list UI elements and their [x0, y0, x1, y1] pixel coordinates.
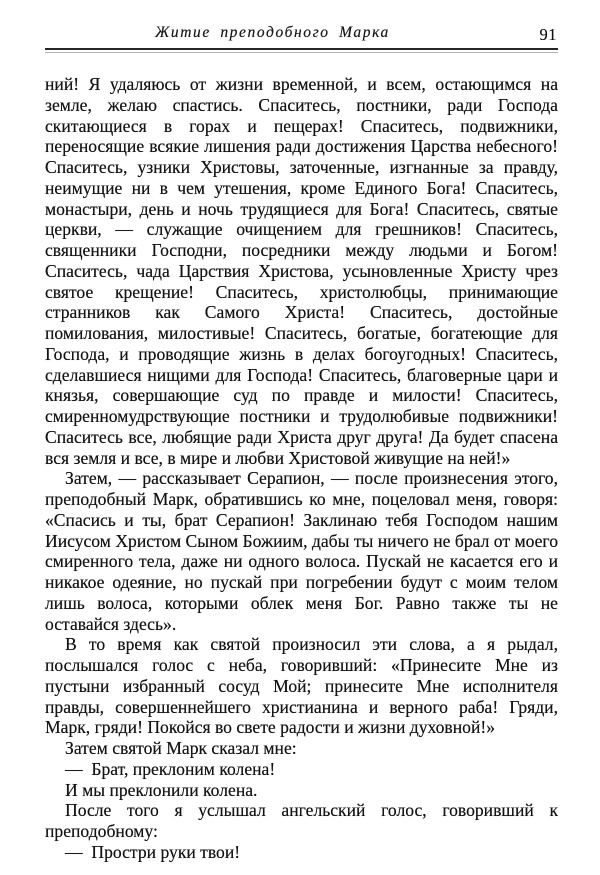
paragraph: Затем святой Марк сказал мне: [65, 738, 297, 758]
body-text [45, 74, 558, 863]
header-rule [45, 48, 558, 55]
paragraph: И мы преклонили колена. [65, 779, 258, 800]
text-block [45, 24, 558, 863]
paragraph: В то время как святой произносил эти слова, а я рыдал, послышался голос с неба, говоривший: «Принесите Мне из пустыни избранный сосуд Мой; принесите Мне исполнителя правды, совершеннейшего христианина и верного раба! Гряди, Марк, гряди! Покойся во свете радости и жизни духовной!» [45, 634, 558, 738]
running-header [45, 24, 558, 46]
page-number: 91 [539, 25, 557, 44]
paragraph: После того я услышал ангельский голос, говоривший к преподобному: [45, 800, 558, 841]
paragraph: — Простри руки твои! [65, 841, 241, 862]
paragraph: Затем, — рассказывает Серапион, — после произнесения этого, преподобный Марк, обратившись ко мне, поцеловал меня, говоря: «Спасись и ты, брат Серапион! Заклинаю тебя Господом нашим Иисусом Христом Сыном Божиим, дабы ты ничего не брал от моего смиренного тела, даже ни одного волоса. Пускай не касается его и никакое одеяние, но пускай при погребении будут с моим телом лишь волоса, которыми облек меня Бог. Равно также ты не оставайся здесь». [45, 468, 558, 634]
page-title: Житие преподобного Марка [155, 24, 390, 41]
paragraph: ний! Я удаляюсь от жизни временной, и всем, остающимся на земле, желаю спастись. Спаситесь, постники, ради Господа скитающиеся в горах и пещерах! Спаситесь, подвижники, переносящие всякие лишения ради достижения Царства небесного! Спаситесь, узники Христовы, заточенные, изгнанные за правду, неимущие ни в чем утешения, кроме Единого Бога! Спаситесь, монастыри, день и ночь трудящиеся для Бога! Спаситесь, святые церкви, — служащие очищением для грешников! Спаситесь, священники Господни, посредники между людьми и Богом! Спаситесь, чада Царствия Христова, усыновленные Христу чрез святое крещение! Спаситесь, христолюбцы, принимающие странников как Самого Христа! Спаситесь, достойные помилования, милостивые! Спаситесь, богатые, богатеющие для Господа, и проводящие жизнь в делах богоугодных! Спаситесь, сделавшиеся нищими для Господа! Спаситесь, благоверные цари и князья, совершающие суд по правде и милости! Спаситесь, смиренномудрствующие постники и трудолюбивые подвижники! Спаситесь все, любящие ради Христа друг друга! Да будет спасена вся земля и все, в мире и любви Христовой живущие на ней!» [45, 74, 558, 468]
running-header-title-wrap [45, 24, 558, 42]
paragraph: — Брат, преклоним колена! [65, 758, 276, 779]
